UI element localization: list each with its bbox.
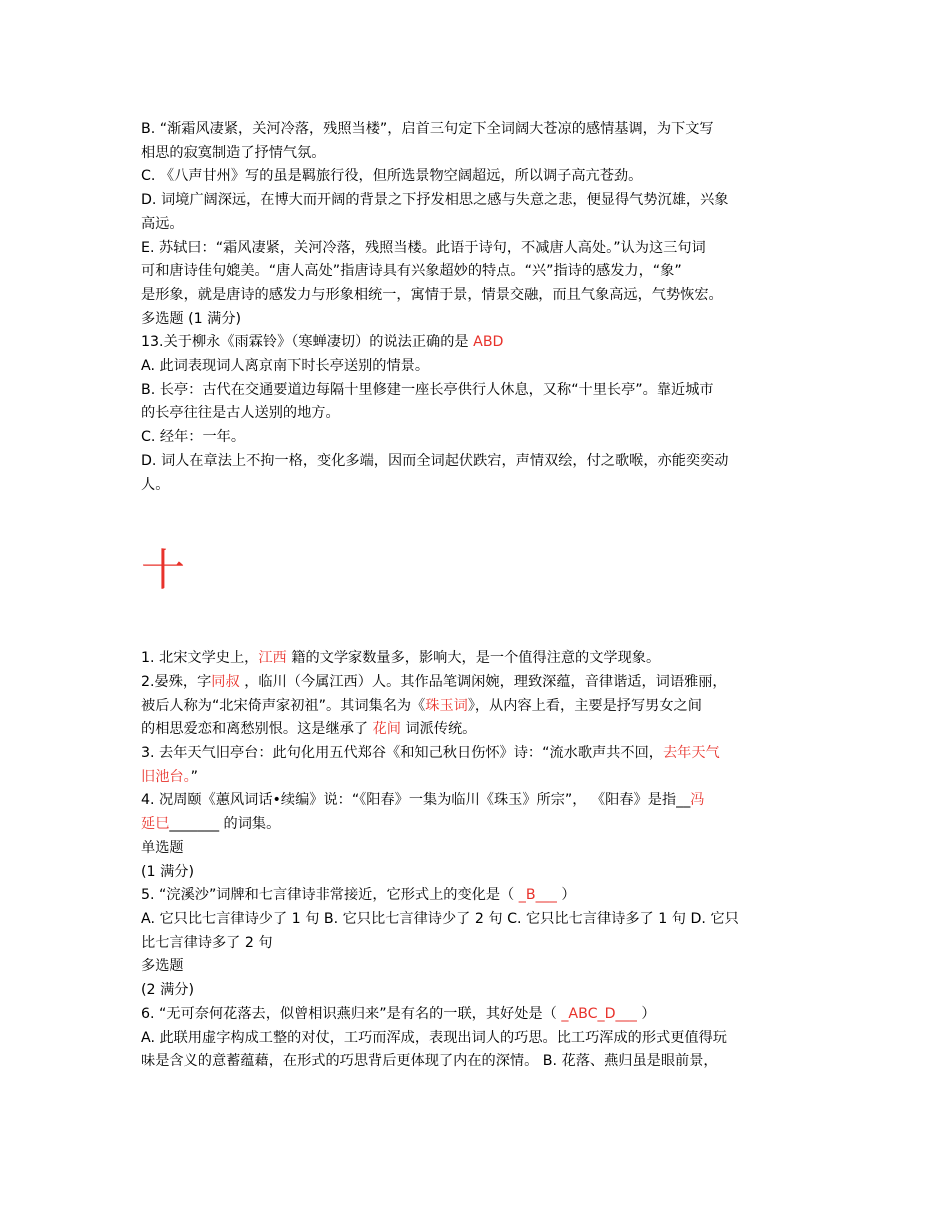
q2-answer-1: 同叔 — [211, 673, 240, 690]
q2-line2-b: 》，从内容上看，主要是抒写男女之间 — [467, 697, 702, 714]
question-3-line1 — [141, 742, 816, 766]
q13-option-b-line2: 的长亭往往是古人送别的地方。 — [141, 405, 340, 422]
q2-text-a: 2.晏殊，字 — [141, 673, 212, 690]
q4-blank-2: _______ — [169, 816, 220, 833]
question-13 — [141, 331, 816, 355]
q1-text-post: 籍的文学家数量多，影响大，是一个值得注意的文学现象。 — [286, 650, 661, 667]
q2-text-b: ，临川（今属江西）人。其作品笔调闲婉，理致深蕴，音律谐适，词语雅丽， — [239, 673, 727, 690]
q1-answer: 江西 — [258, 650, 287, 667]
q2-answer-3: 花间 — [372, 721, 401, 738]
q4-text-post: 的词集。 — [219, 816, 281, 833]
option-d-line2: 高远。 — [141, 215, 184, 232]
question-5 — [141, 884, 816, 908]
q6-option-a-line1: A. 此联用虚字构成工整的对仗，工巧而浑成，表现出词人的巧思。比工巧浑成的形式更值得玩 — [141, 1029, 727, 1046]
q3-answer-1: 去年天气 — [662, 745, 720, 762]
q4-text: 4. 况周颐《蕙风词话•续编》说：“《阳春》一集为临川《珠玉》所宗”， 《阳春》是指 — [141, 792, 677, 809]
single-choice-label: 单选题 — [141, 839, 184, 856]
document-page — [141, 118, 816, 1074]
score-label-2: (2 满分) — [141, 982, 194, 999]
q13-option-b-line1: B. 长亭：古代在交通要道边每隔十里修建一座长亭供行人休息，又称“十里长亭”。靠近城市 — [141, 381, 714, 398]
question-4-line2 — [141, 813, 816, 837]
option-c: C. 《八声甘州》写的虽是羁旅行役，但所选景物空阔超远，所以调子高亢苍劲。 — [141, 168, 643, 185]
question-2-line2 — [141, 695, 816, 719]
q3-answer-2: 旧池台。 — [141, 768, 191, 785]
option-b-line1: B. “渐霜风凄紧，关河冷落，残照当楼”，启首三句定下全词阔大苍凉的感情基调，为下文写 — [141, 121, 714, 137]
option-b-line2: 相思的寂寞制造了抒情气氛。 — [141, 144, 326, 161]
question-4-line1 — [141, 789, 816, 813]
multi-choice-label: 多选题 — [141, 958, 184, 975]
question-type-label: 多选题 (1 满分) — [141, 310, 242, 327]
q13-option-a: A. 此词表现词人离京南下时长亭送别的情景。 — [141, 358, 430, 375]
question-13-text: 13.关于柳永《雨霖铃》（寒蝉凄切）的说法正确的是 — [141, 334, 469, 351]
q2-line2-a: 被后人称为“北宋倚声家初祖”。其词集名为《 — [141, 697, 426, 714]
option-e-line1: E. 苏轼曰：“霜风凄紧，关河冷落，残照当楼。此语于诗句，不减唐人高处。”认为这三句词 — [141, 239, 706, 256]
q13-option-d-line1: D. 词人在章法上不拘一格，变化多端，因而全词起伏跌宕，声情双绘，付之歌喉，亦能奕奕动 — [141, 452, 729, 469]
score-label-1: (1 满分) — [141, 863, 194, 880]
q1-text-pre: 1. 北宋文学史上， — [141, 650, 259, 667]
q3-text-post: ” — [190, 768, 199, 785]
q2-line3-b: 词派传统。 — [400, 721, 477, 738]
question-2-line3 — [141, 718, 816, 742]
q2-answer-2: 珠玉词 — [425, 697, 468, 714]
q6-text-post: ） — [636, 1005, 656, 1022]
q3-text: 3. 去年天气旧亭台：此句化用五代郑谷《和知己秋日伤怀》诗：“流水歌声共不回， — [141, 745, 663, 762]
question-3-line2 — [141, 766, 816, 790]
question-13-answer: ABD — [473, 334, 504, 351]
q5-options-line2: 比七言律诗多了 2 句 — [141, 934, 273, 951]
q5-options-line1: A. 它只比七言律诗少了 1 句 B. 它只比七言律诗少了 2 句 C. 它只比七言律诗多了 1 句 D. 它只 — [141, 910, 739, 927]
option-e-line3: 是形象，就是唐诗的感发力与形象相统一，寓情于景，情景交融，而且气象高远，气势恢宏。 — [141, 286, 723, 303]
q4-blank-1: __ — [676, 792, 691, 809]
q5-text: 5. “浣溪沙”词牌和七言律诗非常接近，它形式上的变化是（ — [141, 887, 519, 904]
q6-text: 6. “无可奈何花落去，似曾相识燕归来”是有名的一联，其好处是（ — [141, 1005, 562, 1022]
question-6 — [141, 1003, 816, 1027]
q13-option-c: C. 经年：一年。 — [141, 429, 246, 446]
q2-line3-a: 的相思爱恋和离愁别恨。这是继承了 — [141, 721, 373, 738]
q13-option-d-line2: 人。 — [141, 476, 170, 493]
section-heading: 十 — [141, 545, 185, 597]
q4-answer-2: 延巳 — [141, 816, 170, 833]
option-e-line2: 可和唐诗佳句媲美。“唐人高处”指唐诗具有兴象超妙的特点。“兴”指诗的感发力，“象” — [141, 263, 682, 280]
q5-text-post: ） — [556, 887, 576, 904]
q4-answer-1: 冯 — [690, 792, 705, 809]
question-2-line1 — [141, 671, 816, 695]
q5-answer: _B___ — [518, 887, 557, 904]
option-d-line1: D. 词境广阔深远，在博大而开阔的背景之下抒发相思之感与失意之悲，便显得气势沉雄，兴象 — [141, 192, 729, 209]
q6-answer: _ABC_D___ — [561, 1005, 637, 1022]
question-1 — [141, 647, 816, 671]
q6-option-a-line2: 味是含义的意蓄蕴藉，在形式的巧思背后更体现了内在的深情。 B. 花落、燕归虽是眼前景， — [141, 1053, 718, 1070]
